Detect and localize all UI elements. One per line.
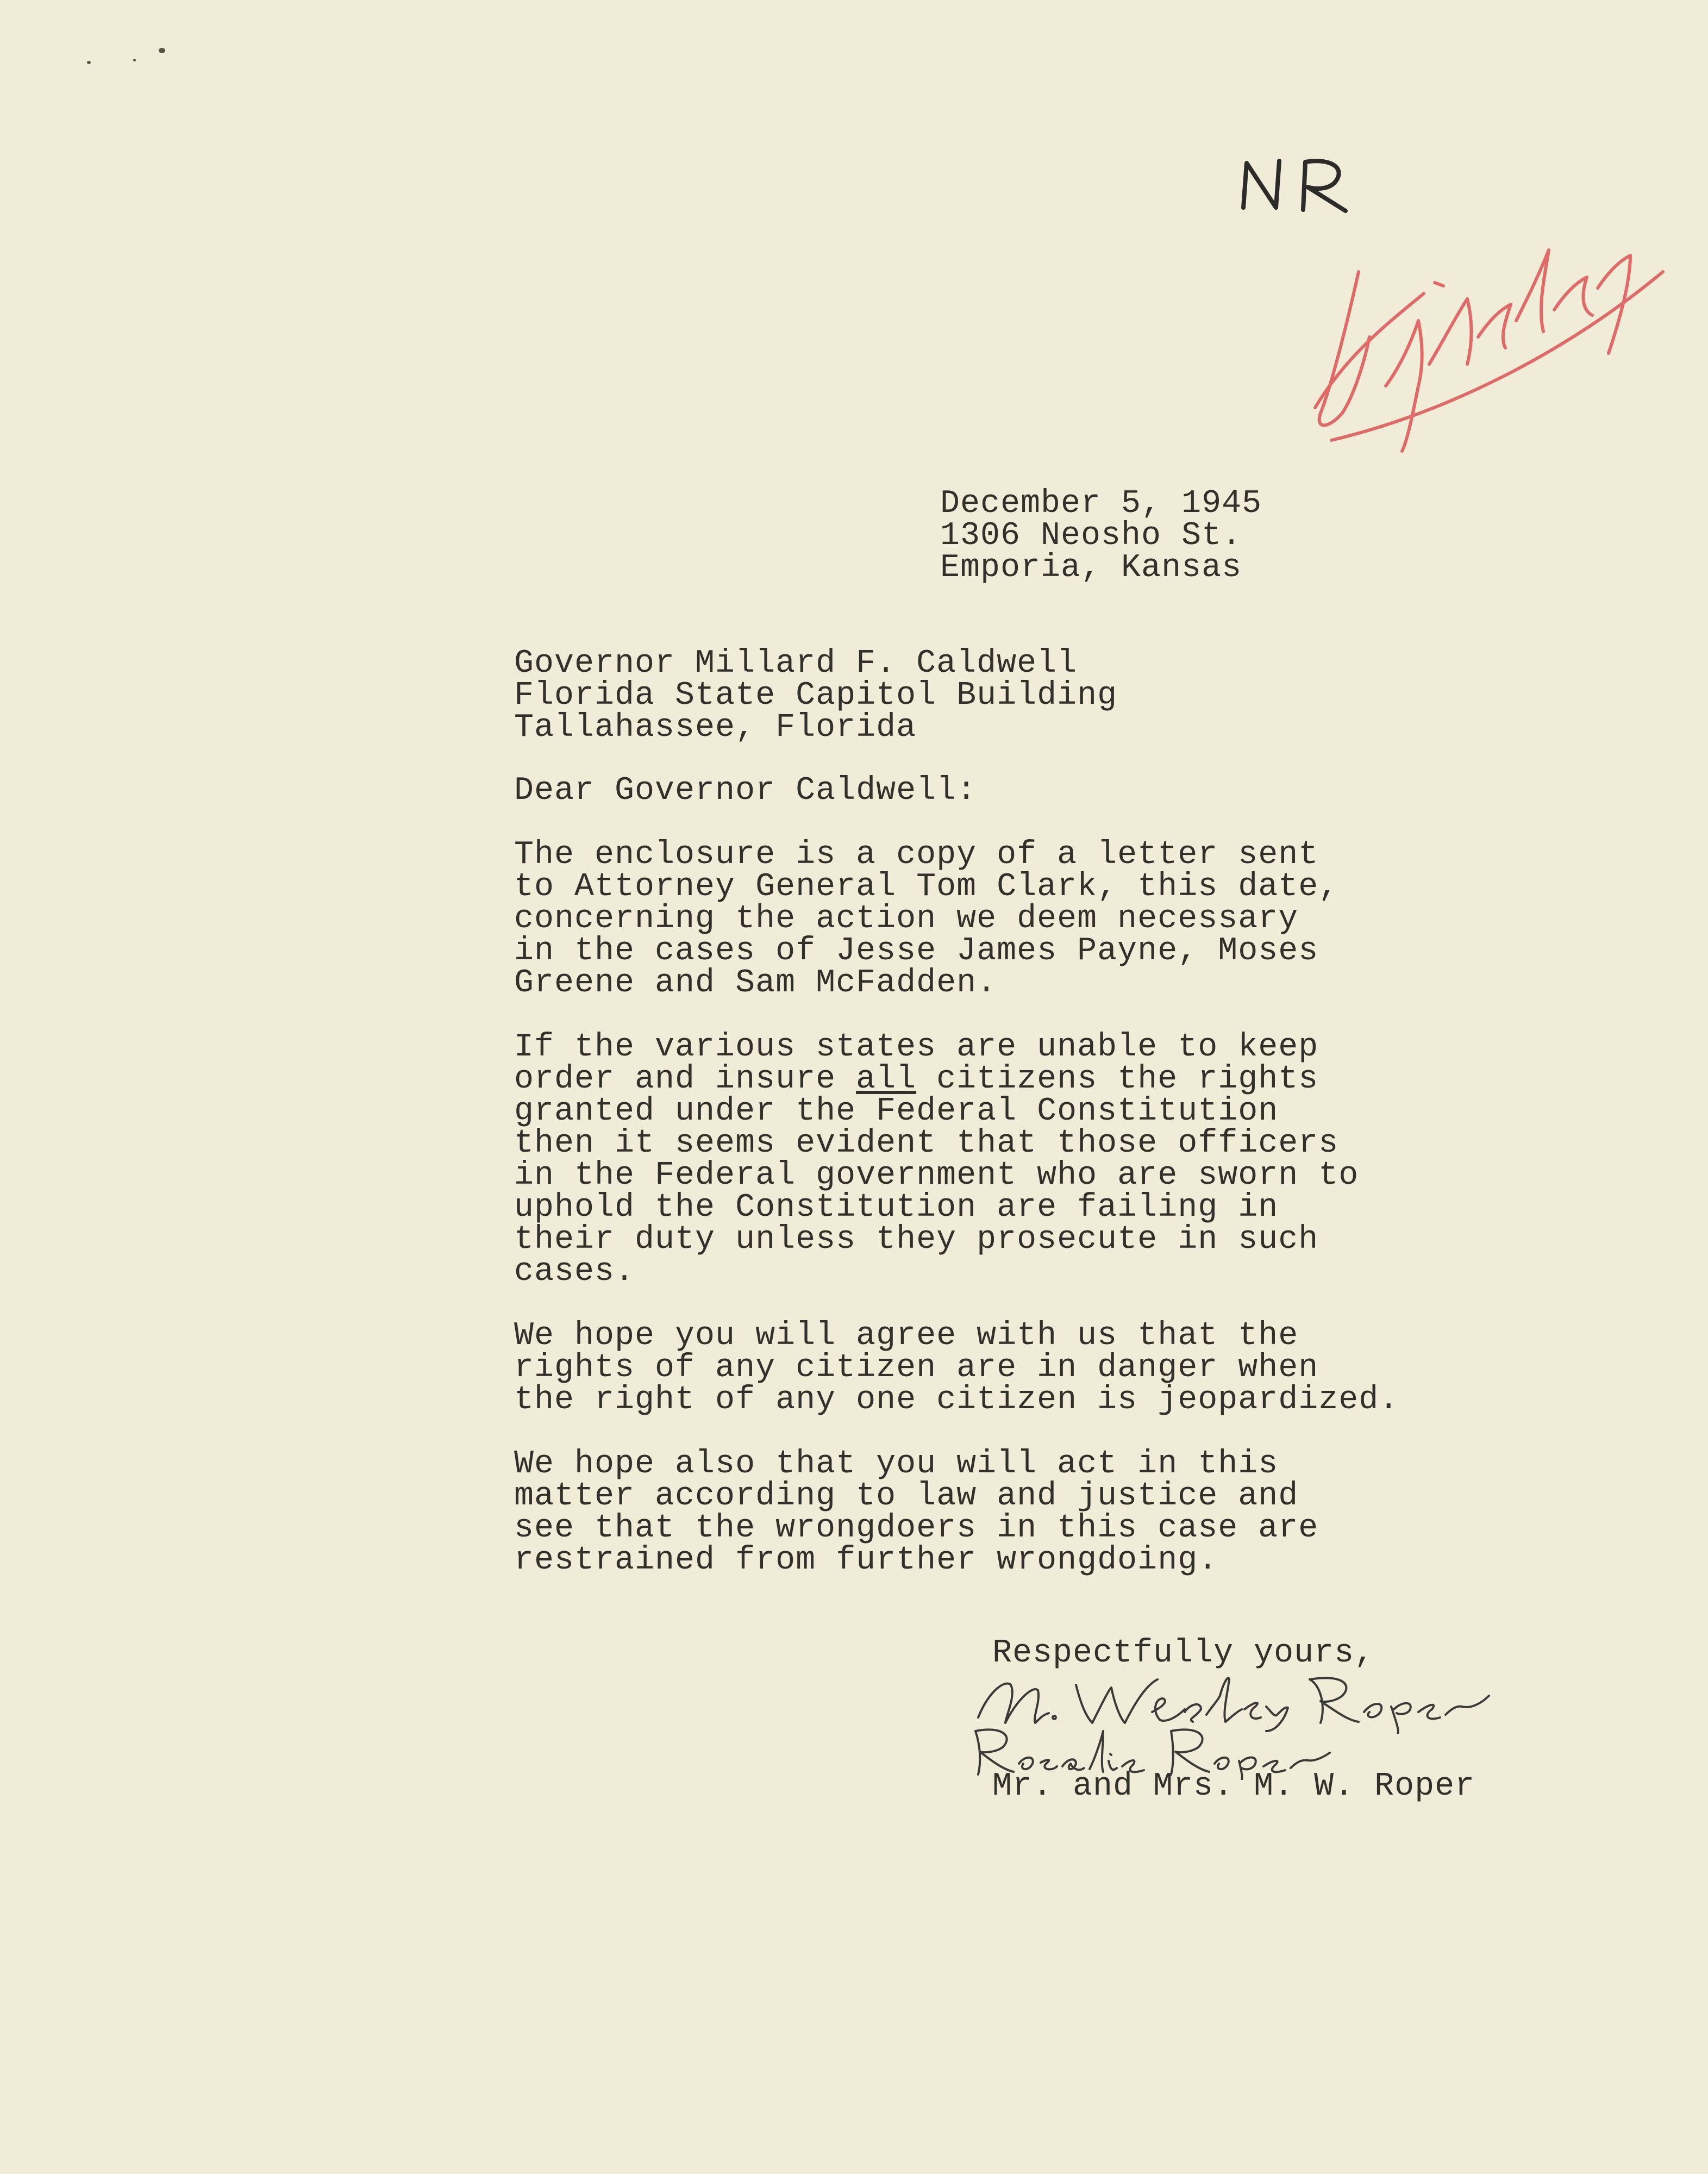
paragraph-1-line: Greene and Sam McFadden. (514, 965, 997, 1002)
paragraph-4-line: matter according to law and justice and (514, 1478, 1299, 1515)
paragraph-2-line: in the Federal government who are sworn to (514, 1157, 1359, 1194)
paragraph-1-line: to Attorney General Tom Clark, this date, (514, 869, 1339, 905)
paper-speck (159, 48, 165, 53)
paragraph-2-line: uphold the Constitution are failing in (514, 1189, 1279, 1226)
paragraph-4-line: restrained from further wrongdoing. (514, 1542, 1218, 1579)
paper-speck (87, 61, 91, 64)
paragraph-2-line (514, 1061, 1319, 1098)
paragraph-3-line: rights of any citizen are in danger when (514, 1350, 1319, 1386)
paragraph-2-line: then it seems evident that those officers (514, 1125, 1339, 1162)
red-pencil-annotation-lynching (1282, 158, 1674, 462)
closing: Respectfully yours, (992, 1635, 1375, 1672)
paragraph-1-line: concerning the action we deem necessary (514, 901, 1299, 938)
paragraph-3-line: We hope you will agree with us that the (514, 1317, 1299, 1354)
paragraph-2-text: order and insure (514, 1061, 856, 1098)
paragraph-2-line: If the various states are unable to keep (514, 1029, 1319, 1066)
recipient-building: Florida State Capitol Building (514, 677, 1118, 714)
paragraph-2-line: their duty unless they prosecute in such (514, 1221, 1319, 1258)
sender-street: 1306 Neosho St. (940, 517, 1242, 554)
recipient-name: Governor Millard F. Caldwell (514, 645, 1078, 682)
paragraph-1-line: The enclosure is a copy of a letter sent (514, 836, 1319, 873)
paragraph-4-line: We hope also that you will act in this (514, 1446, 1279, 1483)
signatory-name: Mr. and Mrs. M. W. Roper (992, 1768, 1475, 1805)
paragraph-1-line: in the cases of Jesse James Payne, Moses (514, 933, 1319, 970)
sender-date: December 5, 1945 (940, 485, 1262, 522)
paper-speck (133, 59, 136, 61)
paragraph-2-line: granted under the Federal Constitution (514, 1093, 1279, 1130)
paragraph-2-text: citizens the rights (916, 1061, 1319, 1098)
sender-city: Emporia, Kansas (940, 549, 1242, 586)
salutation: Dear Governor Caldwell: (514, 772, 977, 809)
paragraph-4-line: see that the wrongdoers in this case are (514, 1510, 1319, 1547)
paragraph-3-line: the right of any one citizen is jeopardized. (514, 1382, 1399, 1419)
paragraph-2-line: cases. (514, 1253, 635, 1290)
recipient-city: Tallahassee, Florida (514, 709, 917, 746)
underlined-word: all (856, 1061, 917, 1098)
